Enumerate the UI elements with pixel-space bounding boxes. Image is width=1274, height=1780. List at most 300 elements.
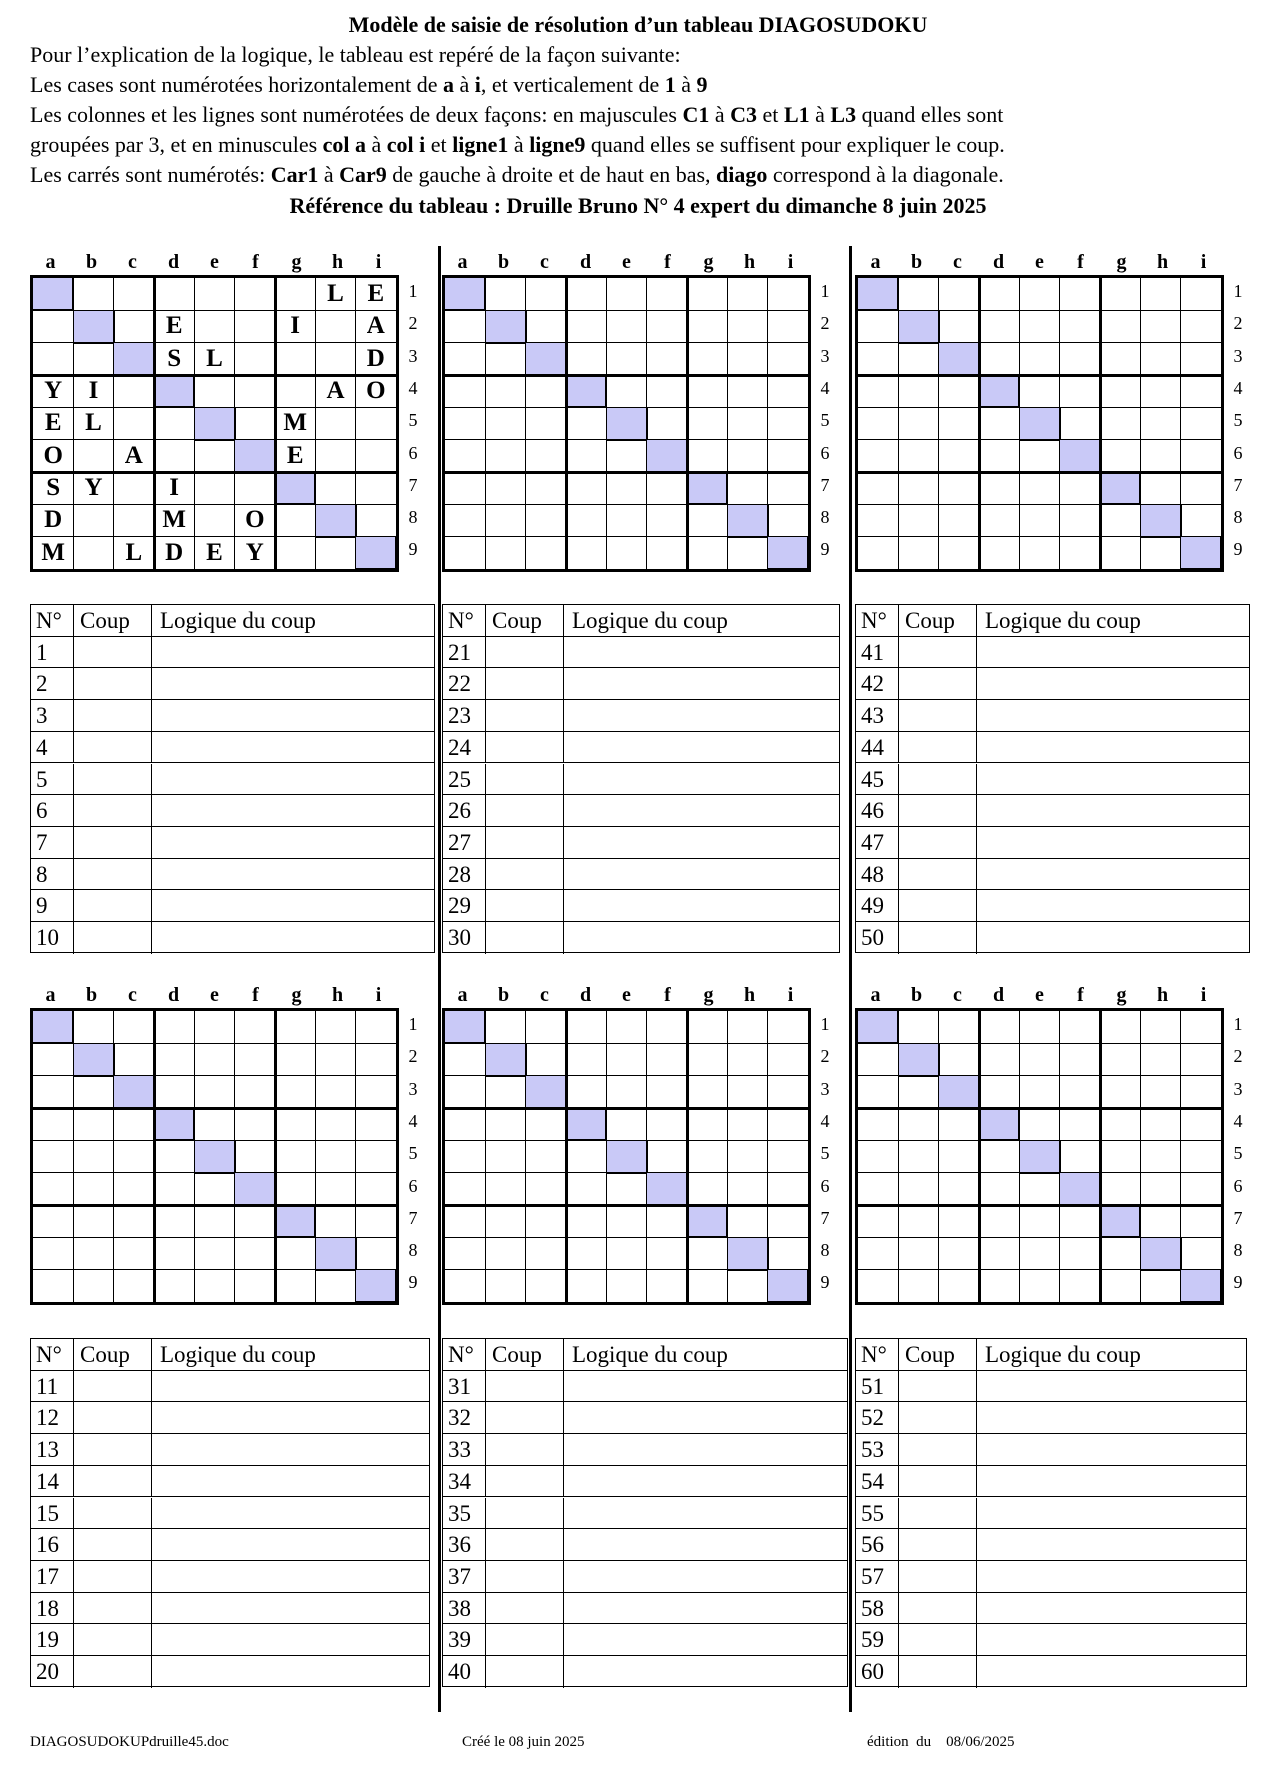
coup-cell[interactable]: [899, 1561, 977, 1592]
grid-cell[interactable]: [858, 375, 898, 407]
logique-cell[interactable]: [977, 890, 1249, 921]
grid-cell[interactable]: [235, 1108, 275, 1140]
logique-cell[interactable]: [564, 859, 839, 890]
grid-cell[interactable]: [154, 278, 194, 310]
grid-cell[interactable]: [858, 1205, 898, 1237]
logique-cell[interactable]: [977, 764, 1249, 795]
coup-cell[interactable]: [74, 732, 152, 763]
coup-cell[interactable]: [899, 1371, 977, 1402]
grid-cell[interactable]: [606, 537, 646, 569]
grid-cell[interactable]: [33, 310, 73, 342]
grid-cell[interactable]: E: [44, 409, 62, 437]
grid-cell[interactable]: [526, 1237, 566, 1269]
coup-cell[interactable]: [899, 1466, 977, 1497]
grid-cell[interactable]: [1019, 343, 1059, 375]
grid-cell[interactable]: [1181, 407, 1221, 439]
grid-cell[interactable]: [1100, 440, 1140, 472]
logique-cell[interactable]: [564, 1434, 847, 1465]
grid-cell[interactable]: [768, 537, 808, 569]
coup-cell[interactable]: [486, 732, 564, 763]
grid-cell[interactable]: [1060, 504, 1100, 536]
grid-cell[interactable]: [687, 1043, 727, 1075]
grid-cell[interactable]: [1100, 1270, 1140, 1302]
grid-cell[interactable]: [1100, 343, 1140, 375]
grid-cell[interactable]: [1100, 1140, 1140, 1172]
grid-cell[interactable]: [235, 1173, 275, 1205]
coup-cell[interactable]: [899, 922, 977, 954]
grid-cell[interactable]: A: [326, 377, 345, 405]
grid-cell[interactable]: [114, 1237, 154, 1269]
grid-cell[interactable]: [485, 278, 525, 310]
coup-cell[interactable]: [899, 732, 977, 763]
grid-cell[interactable]: Y: [44, 377, 63, 405]
logique-cell[interactable]: [152, 1371, 429, 1402]
logique-cell[interactable]: [564, 1624, 847, 1655]
grid-cell[interactable]: [647, 1173, 687, 1205]
coup-cell[interactable]: [486, 1624, 564, 1655]
grid-cell[interactable]: [33, 1140, 73, 1172]
grid-cell[interactable]: [194, 1076, 234, 1108]
grid-cell[interactable]: [768, 1237, 808, 1269]
logique-cell[interactable]: [564, 1656, 847, 1688]
grid-cell[interactable]: [858, 1108, 898, 1140]
grid-cell[interactable]: [194, 504, 234, 536]
grid-cell[interactable]: [154, 1011, 194, 1043]
grid-cell[interactable]: [898, 1011, 938, 1043]
logique-cell[interactable]: [564, 732, 839, 763]
grid-cell[interactable]: [445, 310, 485, 342]
grid-cell[interactable]: [73, 1076, 113, 1108]
grid-cell[interactable]: [275, 343, 315, 375]
grid-cell[interactable]: D: [366, 344, 385, 372]
grid-cell[interactable]: [1060, 537, 1100, 569]
grid-cell[interactable]: [566, 278, 606, 310]
grid-cell[interactable]: [356, 504, 396, 536]
grid-cell[interactable]: [1100, 1076, 1140, 1108]
grid-cell[interactable]: [1100, 504, 1140, 536]
grid-cell[interactable]: [485, 1108, 525, 1140]
coup-cell[interactable]: [74, 1498, 152, 1529]
grid-cell[interactable]: [194, 1043, 234, 1075]
grid-cell[interactable]: [768, 1140, 808, 1172]
grid-cell[interactable]: [606, 1076, 646, 1108]
grid-cell[interactable]: [606, 440, 646, 472]
grid-cell[interactable]: [445, 1043, 485, 1075]
grid-cell[interactable]: M: [283, 409, 307, 437]
grid-cell[interactable]: [858, 407, 898, 439]
grid-cell[interactable]: [73, 1108, 113, 1140]
coup-cell[interactable]: [486, 827, 564, 858]
grid-cell[interactable]: [445, 407, 485, 439]
logique-cell[interactable]: [564, 827, 839, 858]
grid-cell[interactable]: [1100, 1043, 1140, 1075]
grid-cell[interactable]: [315, 1205, 355, 1237]
grid-cell[interactable]: [356, 440, 396, 472]
coup-cell[interactable]: [74, 1466, 152, 1497]
coup-cell[interactable]: [899, 700, 977, 731]
grid-cell[interactable]: [979, 278, 1019, 310]
grid-cell[interactable]: [566, 1140, 606, 1172]
grid-cell[interactable]: [1181, 1237, 1221, 1269]
coup-cell[interactable]: [486, 1371, 564, 1402]
grid-cell[interactable]: [33, 1237, 73, 1269]
grid-cell[interactable]: [356, 472, 396, 504]
logique-cell[interactable]: [564, 890, 839, 921]
grid-cell[interactable]: [315, 1076, 355, 1108]
grid-cell[interactable]: [1181, 472, 1221, 504]
grid-cell[interactable]: [1019, 1043, 1059, 1075]
grid-cell[interactable]: [606, 1205, 646, 1237]
grid-cell[interactable]: [898, 278, 938, 310]
grid-cell[interactable]: [485, 537, 525, 569]
grid-cell[interactable]: [275, 1076, 315, 1108]
grid-cell[interactable]: [939, 472, 979, 504]
grid-cell[interactable]: [768, 1270, 808, 1302]
grid-cell[interactable]: [727, 1076, 767, 1108]
grid-cell[interactable]: [485, 310, 525, 342]
logique-cell[interactable]: [152, 700, 434, 731]
grid-cell[interactable]: [315, 472, 355, 504]
grid-cell[interactable]: [194, 1237, 234, 1269]
coup-cell[interactable]: [899, 827, 977, 858]
grid-cell[interactable]: [275, 375, 315, 407]
grid-cell[interactable]: [114, 375, 154, 407]
grid-cell[interactable]: [33, 343, 73, 375]
grid-cell[interactable]: [1060, 440, 1100, 472]
grid-cell[interactable]: [1100, 1173, 1140, 1205]
coup-cell[interactable]: [74, 764, 152, 795]
grid-cell[interactable]: [275, 1205, 315, 1237]
grid-cell[interactable]: [687, 1076, 727, 1108]
grid-cell[interactable]: [154, 1043, 194, 1075]
grid-cell[interactable]: [687, 310, 727, 342]
grid-cell[interactable]: [73, 1140, 113, 1172]
grid-cell[interactable]: [526, 375, 566, 407]
grid-cell[interactable]: [1140, 1173, 1180, 1205]
grid-cell[interactable]: [858, 1011, 898, 1043]
grid-cell[interactable]: S: [46, 474, 61, 502]
grid-cell[interactable]: [1060, 472, 1100, 504]
grid-cell[interactable]: [445, 1011, 485, 1043]
grid-cell[interactable]: [1019, 1270, 1059, 1302]
grid-cell[interactable]: [194, 472, 234, 504]
grid-cell[interactable]: [526, 1173, 566, 1205]
grid-cell[interactable]: [1019, 1011, 1059, 1043]
grid-cell[interactable]: [356, 1011, 396, 1043]
grid-cell[interactable]: [73, 537, 113, 569]
logique-cell[interactable]: [564, 700, 839, 731]
grid-cell[interactable]: [275, 1173, 315, 1205]
grid-cell[interactable]: [154, 375, 194, 407]
grid-cell[interactable]: [1100, 375, 1140, 407]
grid-cell[interactable]: [154, 440, 194, 472]
grid-cell[interactable]: [33, 1173, 73, 1205]
grid-cell[interactable]: [606, 472, 646, 504]
grid-cell[interactable]: [687, 472, 727, 504]
grid-cell[interactable]: [727, 310, 767, 342]
grid-cell[interactable]: [858, 472, 898, 504]
logique-cell[interactable]: [977, 1624, 1246, 1655]
grid-cell[interactable]: [939, 1205, 979, 1237]
grid-cell[interactable]: [687, 1140, 727, 1172]
grid-cell[interactable]: [1181, 1076, 1221, 1108]
grid-cell[interactable]: [647, 440, 687, 472]
grid-cell[interactable]: [566, 1076, 606, 1108]
logique-cell[interactable]: [977, 1371, 1246, 1402]
grid-cell[interactable]: [687, 537, 727, 569]
grid-cell[interactable]: [194, 440, 234, 472]
coup-cell[interactable]: [74, 700, 152, 731]
grid-cell[interactable]: [566, 375, 606, 407]
coup-cell[interactable]: [899, 1434, 977, 1465]
grid-cell[interactable]: [1181, 1270, 1221, 1302]
logique-cell[interactable]: [152, 764, 434, 795]
grid-cell[interactable]: [1140, 343, 1180, 375]
grid-cell[interactable]: [1140, 537, 1180, 569]
logique-cell[interactable]: [564, 1561, 847, 1592]
grid-cell[interactable]: L: [206, 344, 223, 372]
grid-cell[interactable]: [485, 1173, 525, 1205]
coup-cell[interactable]: [74, 1593, 152, 1624]
grid-cell[interactable]: [898, 537, 938, 569]
grid-cell[interactable]: [939, 1108, 979, 1140]
grid-cell[interactable]: [485, 1043, 525, 1075]
coup-cell[interactable]: [899, 859, 977, 890]
coup-cell[interactable]: [486, 795, 564, 826]
grid-cell[interactable]: [114, 1076, 154, 1108]
grid-cell[interactable]: [356, 1140, 396, 1172]
grid-cell[interactable]: [898, 1043, 938, 1075]
coup-cell[interactable]: [486, 1498, 564, 1529]
coup-cell[interactable]: [486, 1561, 564, 1592]
grid-cell[interactable]: [979, 1043, 1019, 1075]
grid-cell[interactable]: [1060, 1173, 1100, 1205]
grid-cell[interactable]: [566, 537, 606, 569]
grid-cell[interactable]: [1060, 1140, 1100, 1172]
coup-cell[interactable]: [486, 1656, 564, 1688]
grid-cell[interactable]: [235, 375, 275, 407]
grid-cell[interactable]: [356, 1173, 396, 1205]
grid-cell[interactable]: [768, 310, 808, 342]
grid-cell[interactable]: [979, 504, 1019, 536]
grid-cell[interactable]: [114, 1205, 154, 1237]
grid-cell[interactable]: [1181, 1205, 1221, 1237]
grid-cell[interactable]: [1100, 1108, 1140, 1140]
grid-cell[interactable]: [606, 310, 646, 342]
grid-cell[interactable]: [939, 407, 979, 439]
grid-cell[interactable]: E: [367, 280, 385, 308]
grid-cell[interactable]: [939, 1237, 979, 1269]
logique-cell[interactable]: [977, 1656, 1246, 1688]
grid-cell[interactable]: [858, 1173, 898, 1205]
coup-cell[interactable]: [486, 1593, 564, 1624]
grid-cell[interactable]: [315, 407, 355, 439]
grid-cell[interactable]: [898, 310, 938, 342]
grid-cell[interactable]: [727, 537, 767, 569]
grid-cell[interactable]: [1019, 1237, 1059, 1269]
logique-cell[interactable]: [152, 922, 434, 954]
grid-cell[interactable]: [768, 343, 808, 375]
grid-cell[interactable]: [1181, 1108, 1221, 1140]
grid-cell[interactable]: [1100, 278, 1140, 310]
grid-cell[interactable]: [979, 440, 1019, 472]
grid-cell[interactable]: [1060, 1043, 1100, 1075]
grid-cell[interactable]: [1019, 310, 1059, 342]
grid-cell[interactable]: [445, 1076, 485, 1108]
grid-cell[interactable]: [356, 537, 396, 569]
grid-cell[interactable]: [154, 1270, 194, 1302]
grid-cell[interactable]: [566, 407, 606, 439]
grid-cell[interactable]: [768, 1205, 808, 1237]
grid-cell[interactable]: [687, 1205, 727, 1237]
grid-cell[interactable]: [526, 407, 566, 439]
grid-cell[interactable]: [194, 1205, 234, 1237]
grid-cell[interactable]: [114, 472, 154, 504]
grid-cell[interactable]: [1019, 1173, 1059, 1205]
grid-cell[interactable]: [356, 1043, 396, 1075]
grid-cell[interactable]: [727, 1237, 767, 1269]
grid-cell[interactable]: Y: [84, 474, 103, 502]
grid-cell[interactable]: [687, 375, 727, 407]
grid-cell[interactable]: [275, 278, 315, 310]
grid-cell[interactable]: [235, 1076, 275, 1108]
grid-cell[interactable]: [275, 537, 315, 569]
grid-cell[interactable]: [485, 1076, 525, 1108]
coup-cell[interactable]: [899, 1656, 977, 1688]
grid-cell[interactable]: [939, 1270, 979, 1302]
grid-cell[interactable]: [315, 504, 355, 536]
logique-cell[interactable]: [977, 1529, 1246, 1560]
grid-cell[interactable]: [1181, 1043, 1221, 1075]
coup-cell[interactable]: [486, 700, 564, 731]
coup-cell[interactable]: [899, 764, 977, 795]
grid-cell[interactable]: [235, 1043, 275, 1075]
coup-cell[interactable]: [486, 1529, 564, 1560]
grid-cell[interactable]: [939, 343, 979, 375]
grid-cell[interactable]: [526, 1011, 566, 1043]
grid-cell[interactable]: [315, 1140, 355, 1172]
grid-cell[interactable]: [858, 343, 898, 375]
coup-cell[interactable]: [74, 795, 152, 826]
grid-cell[interactable]: [1181, 343, 1221, 375]
logique-cell[interactable]: [977, 1402, 1246, 1433]
grid-cell[interactable]: [73, 1205, 113, 1237]
logique-cell[interactable]: [977, 922, 1249, 954]
logique-cell[interactable]: [977, 859, 1249, 890]
grid-cell[interactable]: [566, 472, 606, 504]
grid-cell[interactable]: [526, 1270, 566, 1302]
grid-cell[interactable]: [154, 1237, 194, 1269]
grid-cell[interactable]: [979, 310, 1019, 342]
coup-cell[interactable]: [74, 1656, 152, 1688]
coup-cell[interactable]: [899, 1529, 977, 1560]
grid-cell[interactable]: [445, 1237, 485, 1269]
grid-cell[interactable]: [858, 1270, 898, 1302]
coup-cell[interactable]: [486, 922, 564, 954]
grid-cell[interactable]: [647, 278, 687, 310]
grid-cell[interactable]: [1019, 1108, 1059, 1140]
grid-cell[interactable]: [1181, 440, 1221, 472]
coup-cell[interactable]: [486, 859, 564, 890]
grid-cell[interactable]: [939, 537, 979, 569]
logique-cell[interactable]: [152, 1498, 429, 1529]
grid-cell[interactable]: [194, 1108, 234, 1140]
logique-cell[interactable]: [977, 700, 1249, 731]
grid-cell[interactable]: [485, 1011, 525, 1043]
grid-cell[interactable]: [687, 1108, 727, 1140]
logique-cell[interactable]: [152, 1529, 429, 1560]
grid-cell[interactable]: [1019, 1076, 1059, 1108]
grid-cell[interactable]: [1181, 1011, 1221, 1043]
grid-cell[interactable]: [1060, 407, 1100, 439]
logique-cell[interactable]: [152, 1402, 429, 1433]
grid-cell[interactable]: [356, 407, 396, 439]
grid-cell[interactable]: [606, 504, 646, 536]
grid-cell[interactable]: [606, 375, 646, 407]
logique-cell[interactable]: [152, 1656, 429, 1688]
grid-cell[interactable]: [1140, 1205, 1180, 1237]
grid-cell[interactable]: M: [162, 506, 186, 534]
grid-cell[interactable]: [687, 278, 727, 310]
grid-cell[interactable]: [1019, 1205, 1059, 1237]
grid-cell[interactable]: [687, 343, 727, 375]
grid-cell[interactable]: [73, 1173, 113, 1205]
grid-cell[interactable]: [606, 1270, 646, 1302]
grid-cell[interactable]: [647, 1108, 687, 1140]
grid-cell[interactable]: [939, 278, 979, 310]
grid-cell[interactable]: [485, 1205, 525, 1237]
logique-cell[interactable]: [977, 637, 1249, 668]
coup-cell[interactable]: [486, 764, 564, 795]
grid-cell[interactable]: [727, 440, 767, 472]
grid-cell[interactable]: [939, 1140, 979, 1172]
grid-cell[interactable]: [647, 537, 687, 569]
logique-cell[interactable]: [152, 1593, 429, 1624]
grid-cell[interactable]: [858, 504, 898, 536]
grid-cell[interactable]: [606, 1237, 646, 1269]
grid-cell[interactable]: [687, 407, 727, 439]
grid-cell[interactable]: [566, 440, 606, 472]
grid-cell[interactable]: [1100, 407, 1140, 439]
grid-cell[interactable]: [687, 440, 727, 472]
grid-cell[interactable]: [445, 440, 485, 472]
grid-cell[interactable]: [727, 407, 767, 439]
logique-cell[interactable]: [977, 1466, 1246, 1497]
logique-cell[interactable]: [152, 890, 434, 921]
grid-cell[interactable]: [114, 1270, 154, 1302]
grid-cell[interactable]: [33, 278, 73, 310]
grid-cell[interactable]: [979, 1011, 1019, 1043]
coup-cell[interactable]: [486, 637, 564, 668]
grid-cell[interactable]: [445, 375, 485, 407]
grid-cell[interactable]: [1181, 278, 1221, 310]
grid-cell[interactable]: [898, 440, 938, 472]
grid-cell[interactable]: [647, 375, 687, 407]
grid-cell[interactable]: [114, 1011, 154, 1043]
grid-cell[interactable]: [647, 1205, 687, 1237]
grid-cell[interactable]: [1140, 1270, 1180, 1302]
grid-cell[interactable]: [566, 1270, 606, 1302]
logique-cell[interactable]: [564, 795, 839, 826]
grid-cell[interactable]: [647, 504, 687, 536]
grid-cell[interactable]: [647, 1011, 687, 1043]
logique-cell[interactable]: [564, 1498, 847, 1529]
grid-cell[interactable]: [73, 1270, 113, 1302]
grid-cell[interactable]: [194, 278, 234, 310]
grid-cell[interactable]: [1181, 504, 1221, 536]
logique-cell[interactable]: [152, 1434, 429, 1465]
grid-cell[interactable]: [1019, 375, 1059, 407]
